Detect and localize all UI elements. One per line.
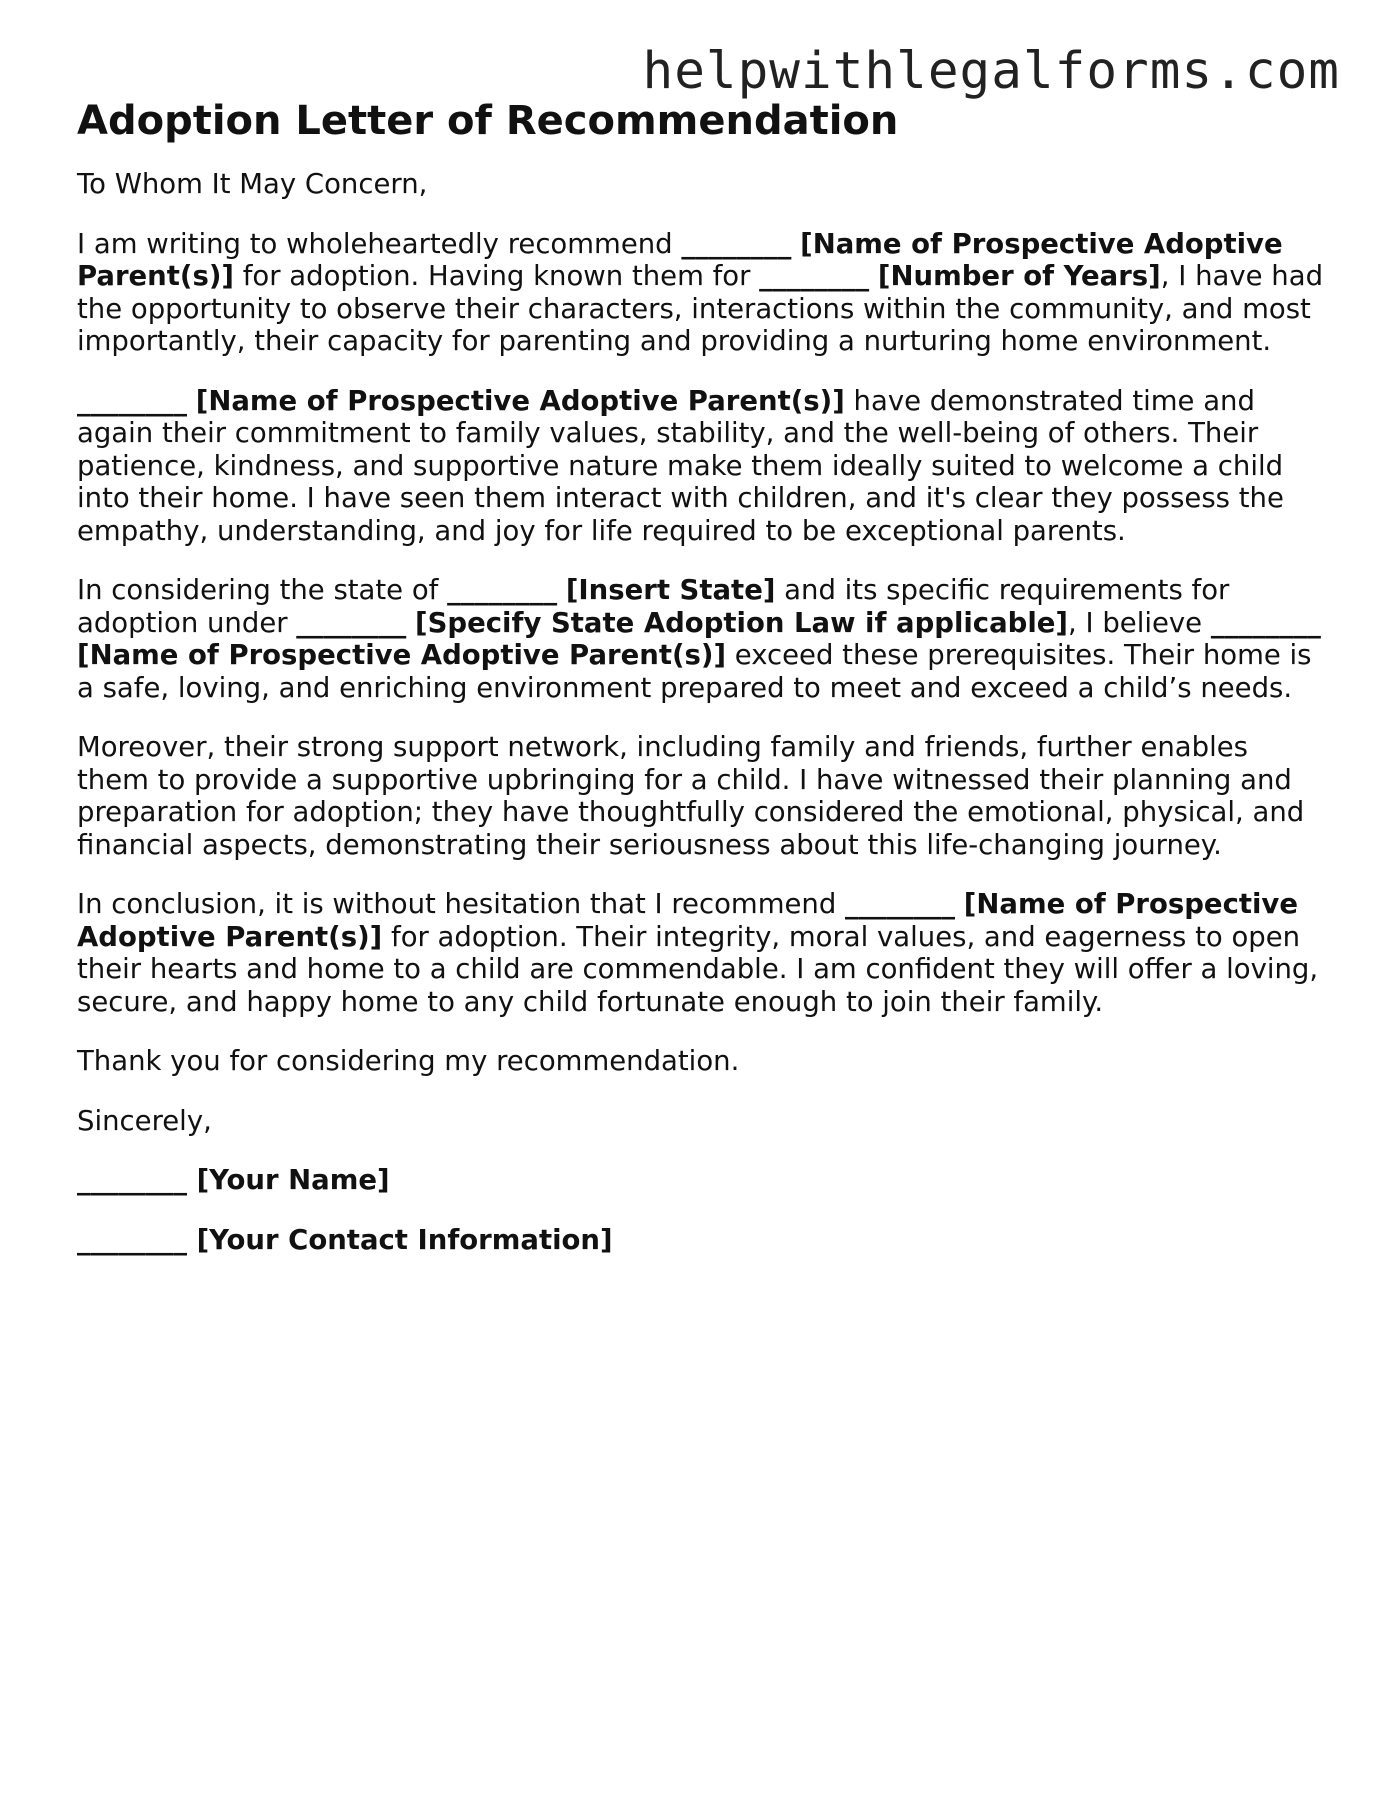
signature-name-line bbox=[77, 1164, 1327, 1197]
site-watermark: helpwithlegalforms.com bbox=[642, 42, 1340, 101]
signature-contact-line bbox=[77, 1224, 1327, 1257]
placeholder-number-of-years: [Number of Years] bbox=[877, 260, 1161, 292]
blank-line: ________ bbox=[845, 888, 956, 920]
placeholder-adoptive-parent-name: [Name of Prospective Adoptive Parent(s)] bbox=[77, 888, 1299, 953]
paragraph-character bbox=[77, 385, 1327, 548]
blank-line: ________ bbox=[77, 384, 187, 417]
paragraph-introduction bbox=[77, 228, 1327, 358]
placeholder-insert-state: [Insert State] bbox=[565, 574, 776, 606]
letter-document bbox=[77, 96, 1327, 1283]
paragraph-state-requirements bbox=[77, 574, 1327, 704]
paragraph-text: In considering the state of bbox=[77, 574, 448, 606]
blank-line: ________ bbox=[1210, 606, 1321, 639]
paragraph-text: have demonstrated time and again their commitment to family values, stability, and the well-being of others. Their patience, kindness, and supportive nature make them ideally suited to welcome a child into their home. I have seen them interact with children, and it's clear they possess the empathy, understanding, and joy for life required to be exceptional parents. bbox=[77, 384, 1284, 547]
placeholder-state-adoption-law: [Specify State Adoption Law if applicable] bbox=[415, 606, 1068, 639]
paragraph-text: In conclusion, it is without hesitation that I recommend bbox=[77, 888, 846, 920]
paragraph-conclusion bbox=[77, 888, 1327, 1018]
paragraph-text: for adoption. Having known them for bbox=[233, 260, 760, 292]
thank-you-line: Thank you for considering my recommendation. bbox=[77, 1045, 740, 1077]
paragraph-text: for adoption. Their integrity, moral values, and eagerness to open their hearts and home to a child are commendable. I am confident they will offer a loving, secure, and happy home to any child fortunate enough to join their family. bbox=[77, 920, 1319, 1018]
closing: Sincerely, bbox=[77, 1104, 212, 1137]
blank-line: ________ bbox=[759, 260, 870, 292]
placeholder-adoptive-parent-name: [Name of Prospective Adoptive Parent(s)] bbox=[77, 639, 727, 671]
placeholder-your-name: [Your Name] bbox=[196, 1164, 390, 1196]
paragraph-text: , I have had the opportunity to observe their characters, interactions within the community, and most importantly, their capacity for parenting and providing a nurturing home environment. bbox=[77, 260, 1324, 357]
blank-line: ________ bbox=[681, 227, 792, 260]
blank-line: ________ bbox=[77, 1164, 187, 1196]
placeholder-adoptive-parent-name: [Name of Prospective Adoptive Parent(s)] bbox=[195, 384, 845, 417]
paragraph-text: , I believe bbox=[1067, 606, 1211, 639]
blank-line: ________ bbox=[77, 1223, 187, 1256]
document-title: Adoption Letter of Recommendation bbox=[77, 98, 899, 144]
salutation: To Whom It May Concern, bbox=[77, 168, 428, 200]
paragraph-text: and its specific requirements for adoption under bbox=[77, 574, 1230, 639]
paragraph-text: exceed these prerequisites. Their home is a safe, loving, and enriching environment prepared to meet and exceed a child’s needs. bbox=[77, 639, 1312, 704]
blank-line: ________ bbox=[296, 606, 407, 639]
paragraph-text: I am writing to wholeheartedly recommend bbox=[77, 227, 682, 260]
paragraph-support-network: Moreover, their strong support network, including family and friends, further enables them to provide a supportive upbringing for a child. I have witnessed their planning and preparation for adoption; they have thoughtfully considered the emotional, physical, and financial aspects, demonstrating their seriousness about this life-changing journey. bbox=[77, 731, 1305, 861]
blank-line: ________ bbox=[447, 574, 558, 606]
placeholder-adoptive-parent-name: [Name of Prospective Adoptive Parent(s)] bbox=[77, 227, 1283, 292]
placeholder-contact-information: [Your Contact Information] bbox=[196, 1223, 613, 1256]
